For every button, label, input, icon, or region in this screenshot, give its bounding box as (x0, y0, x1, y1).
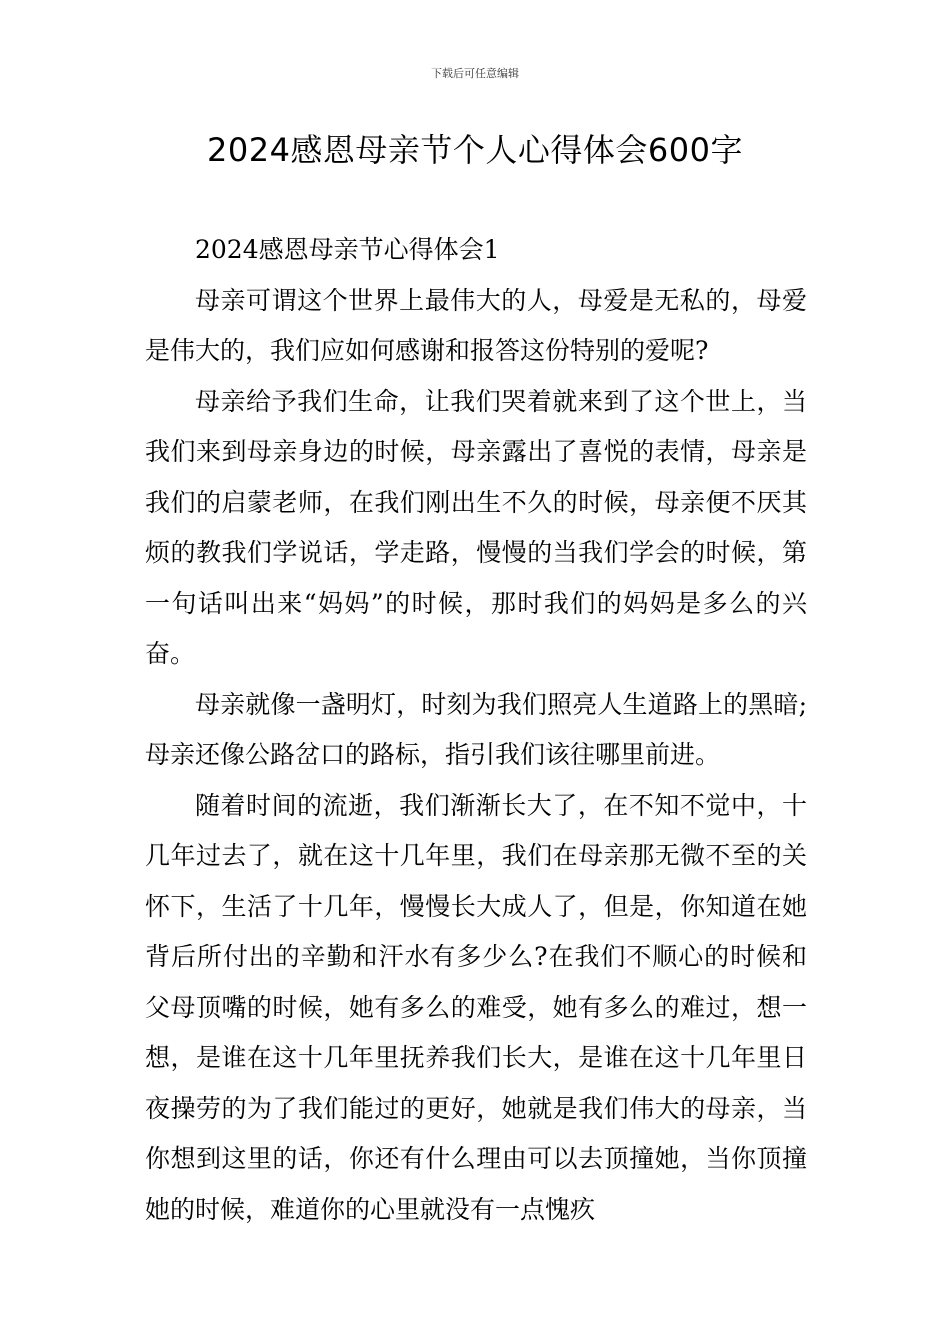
paragraph-1: 母亲可谓这个世界上最伟大的人，母爱是无私的，母爱是伟大的，我们应如何感谢和报答这份特别的爱呢? (145, 285, 807, 365)
header-note: 下载后可任意编辑 (431, 67, 519, 80)
paragraph-3: 母亲就像一盏明灯，时刻为我们照亮人生道路上的黑暗;母亲还像公路岔口的路标，指引我们该往哪里前进。 (145, 689, 807, 769)
document-title: 2024感恩母亲节个人心得体会600字 (206, 131, 744, 169)
document-body (145, 225, 807, 1235)
paragraph-2: 母亲给予我们生命，让我们哭着就来到了这个世上，当我们来到母亲身边的时候，母亲露出了喜悦的表情，母亲是我们的启蒙老师，在我们刚出生不久的时候，母亲便不厌其烦的教我们学说话，学走路，慢慢的当我们学会的时候，第一句话叫出来“妈妈”的时候，那时我们的妈妈是多么的兴奋。 (145, 386, 807, 668)
section-subtitle: 2024感恩母亲节心得体会1 (195, 235, 500, 264)
paragraph-4: 随着时间的流逝，我们渐渐长大了，在不知不觉中，十几年过去了，就在这十几年里，我们在母亲那无微不至的关怀下，生活了十几年，慢慢长大成人了，但是，你知道在她背后所付出的辛勤和汗水有多少么?在我们不顺心的时候和父母顶嘴的时候，她有多么的难受，她有多么的难过，想一想，是谁在这十几年里抚养我们长大，是谁在这十几年里日夜操劳的为了我们能过的更好，她就是我们伟大的母亲，当你想到这里的话，你还有什么理由可以去顶撞她，当你顶撞她的时候，难道你的心里就没有一点愧疚 (145, 790, 807, 1224)
